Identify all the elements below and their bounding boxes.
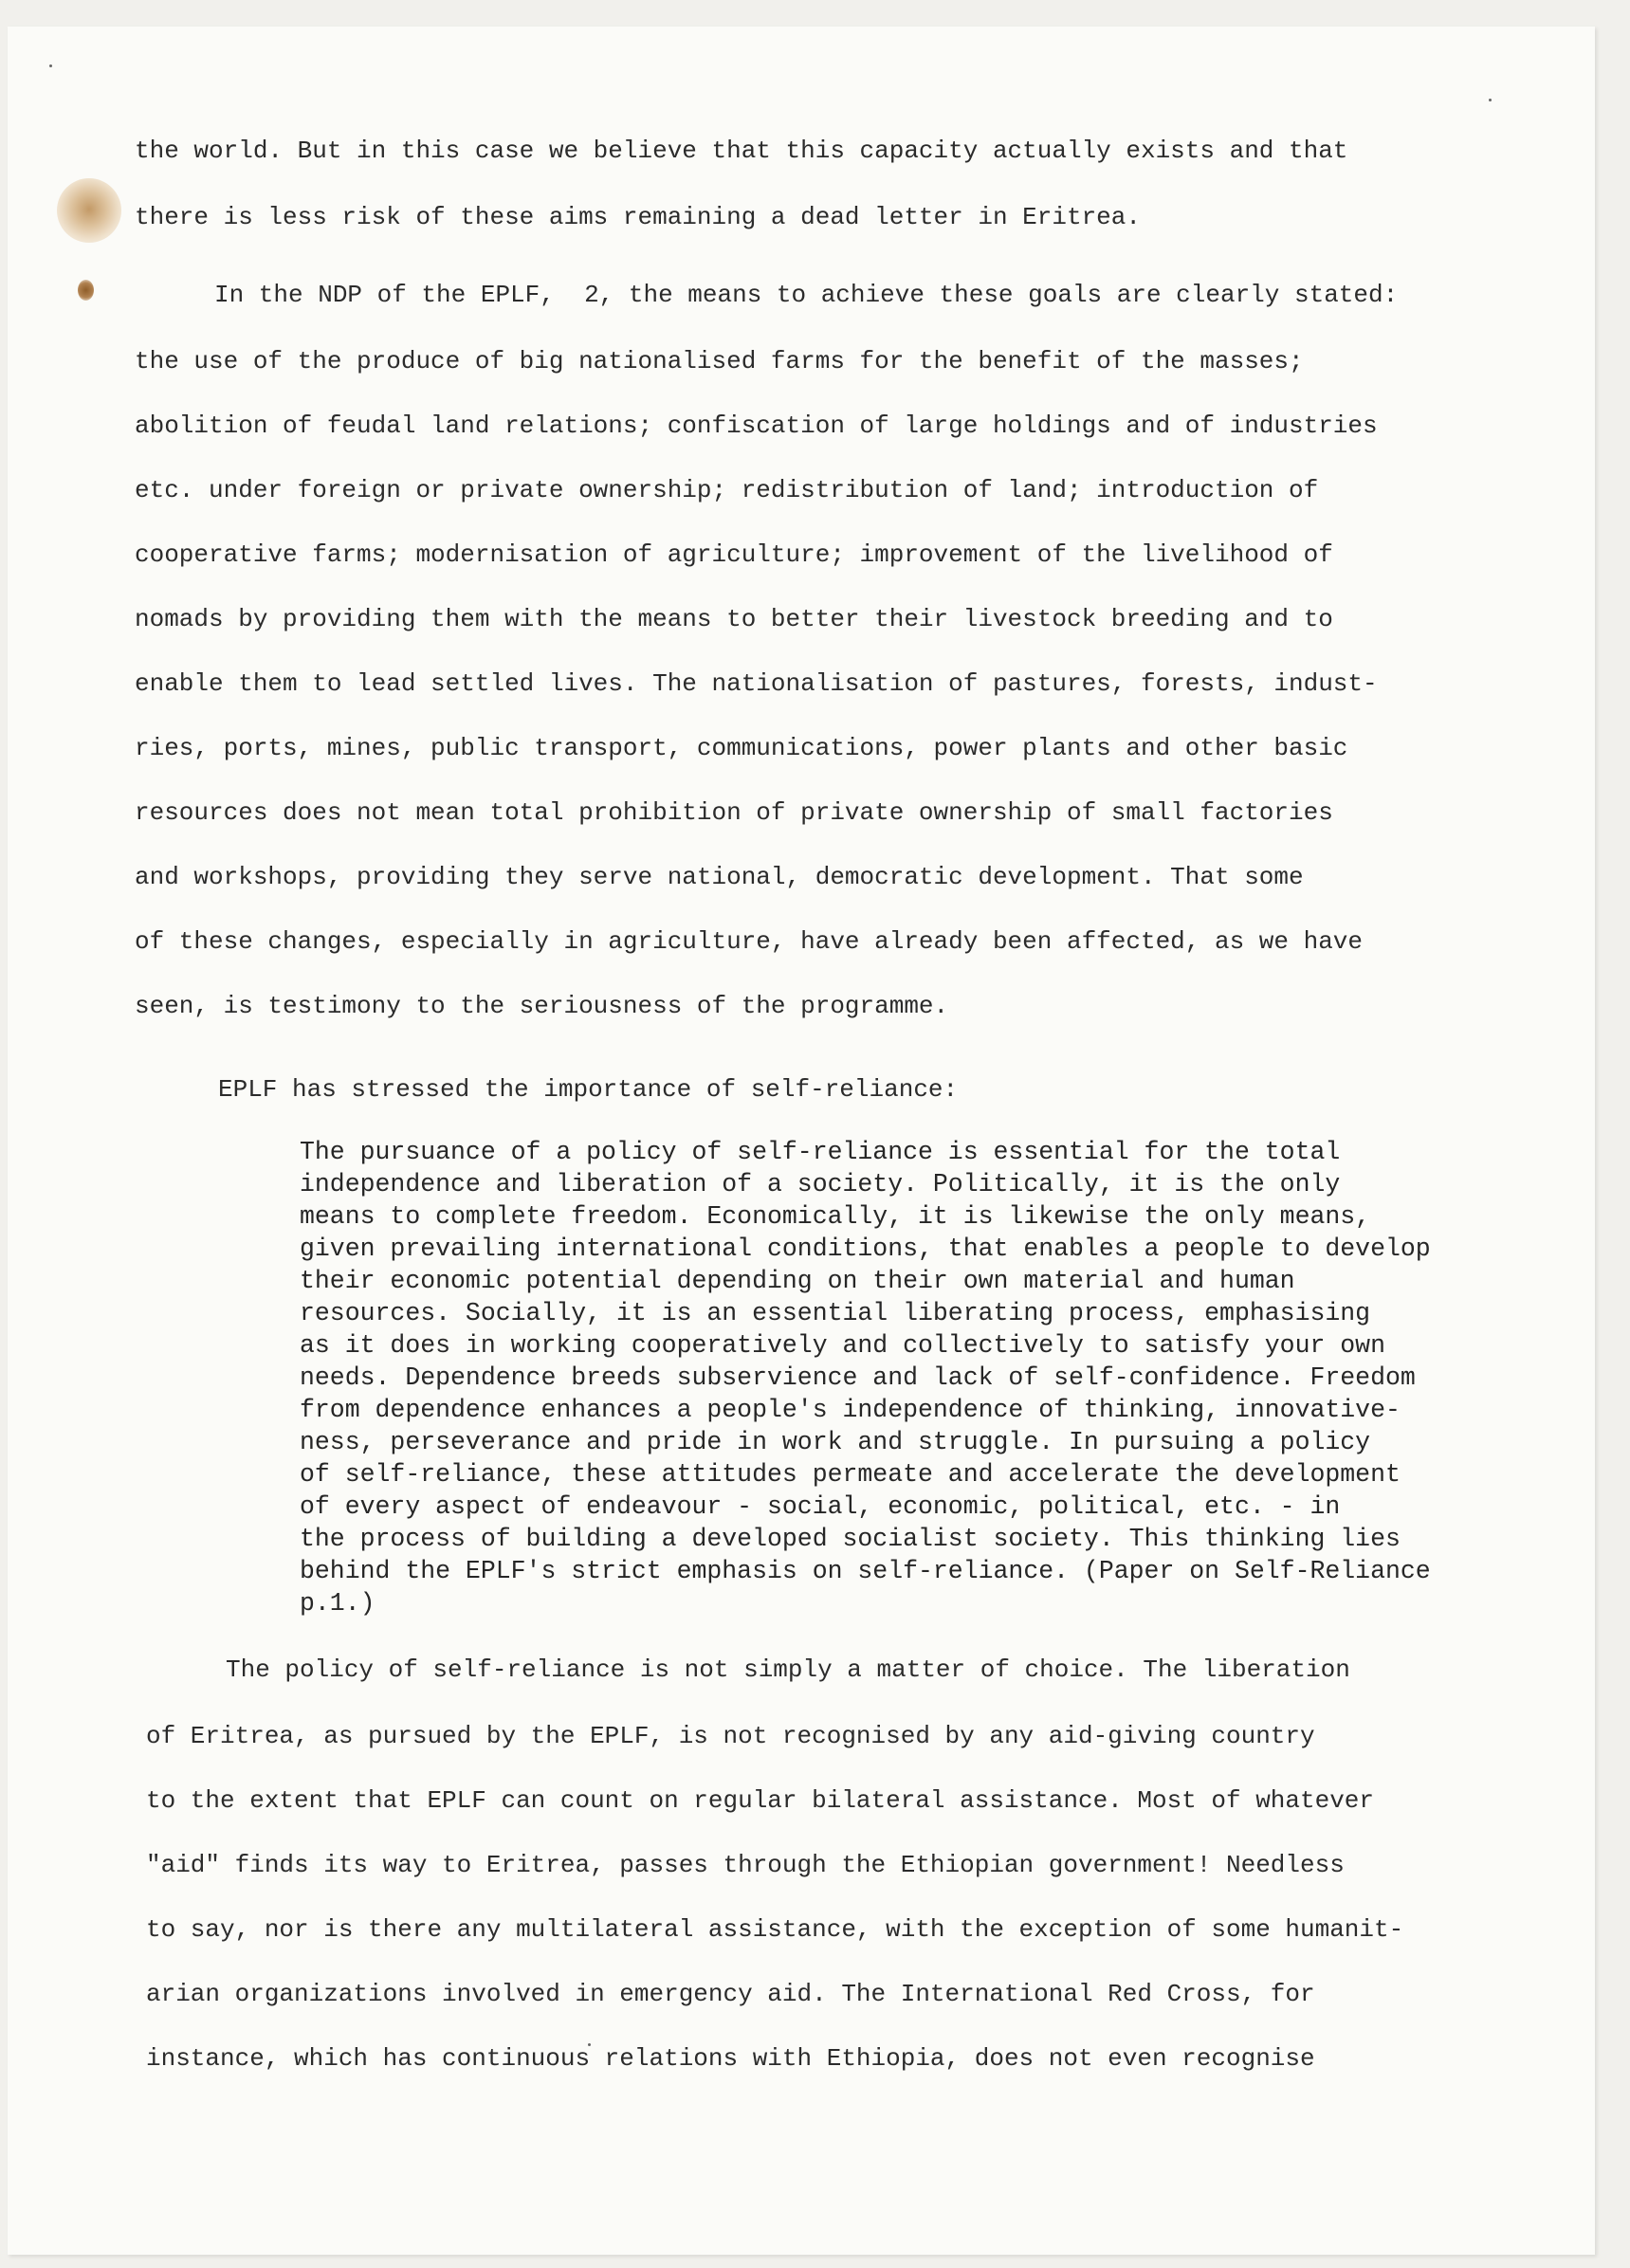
para3-line-4: "aid" finds its way to Eritrea, passes through the Ethiopian government! Needless (146, 1851, 1345, 1879)
quote-line-14: behind the EPLF's strict emphasis on self-reliance. (Paper on Self-Reliance (300, 1557, 1431, 1585)
para3-line-1: The policy of self-reliance is not simply a matter of choice. The liberation (226, 1655, 1350, 1684)
quote-line-8: needs. Dependence breeds subservience and lack of self-confidence. Freedom (300, 1363, 1416, 1392)
quote-line-1: The pursuance of a policy of self-reliance is essential for the total (300, 1138, 1341, 1166)
quote-line-3: means to complete freedom. Economically, it is likewise the only means, (300, 1202, 1371, 1231)
para1-line-1: the world. But in this case we believe that this capacity actually exists and that (135, 137, 1348, 165)
quote-line-15: p.1.) (300, 1589, 375, 1618)
para3-line-6: arian organizations involved in emergency aid. The International Red Cross, for (146, 1980, 1315, 2008)
para2-line-5: cooperative farms; modernisation of agriculture; improvement of the livelihood of (135, 540, 1333, 569)
para2-line-4: etc. under foreign or private ownership; redistribution of land; introduction of (135, 476, 1319, 504)
para3-line-5: to say, nor is there any multilateral assistance, with the exception of some humanit- (146, 1915, 1404, 1944)
quote-line-7: as it does in working cooperatively and collectively to satisfy your own (300, 1331, 1385, 1360)
paper-speck (1489, 99, 1492, 101)
quote-line-12: of every aspect of endeavour - social, economic, political, etc. - in (300, 1492, 1341, 1521)
para2-line-3: abolition of feudal land relations; confiscation of large holdings and of industries (135, 412, 1378, 440)
quote-line-9: from dependence enhances a people's independence of thinking, innovative- (300, 1396, 1401, 1424)
para2-line-10: and workshops, providing they serve national, democratic development. That some (135, 863, 1304, 891)
quote-line-5: their economic potential depending on their own material and human (300, 1267, 1295, 1295)
para2-line-1: In the NDP of the EPLF, 2, the means to achieve these goals are clearly stated: (214, 281, 1399, 309)
para2-line-12: seen, is testimony to the seriousness of the programme. (135, 992, 949, 1020)
para3-line-3: to the extent that EPLF can count on regular bilateral assistance. Most of whatever (146, 1786, 1375, 1815)
para2-line-2: the use of the produce of big nationalised farms for the benefit of the masses; (135, 347, 1304, 375)
para3-line-7: instance, which has continuous relations with Ethiopia, does not even recognise (146, 2044, 1315, 2073)
quote-line-2: independence and liberation of a society. Politically, it is the only (300, 1170, 1341, 1198)
quote-line-4: given prevailing international conditions, that enables a people to develop (300, 1235, 1431, 1263)
para3-line-2: of Eritrea, as pursued by the EPLF, is not recognised by any aid-giving country (146, 1722, 1315, 1750)
para2-line-7: enable them to lead settled lives. The nationalisation of pastures, forests, indust- (135, 669, 1378, 698)
coffee-stain (57, 178, 121, 243)
para1-line-2: there is less risk of these aims remaining a dead letter in Eritrea. (135, 203, 1141, 231)
para2-line-11: of these changes, especially in agriculture, have already been affected, as we have (135, 927, 1364, 956)
para2-line-9: resources does not mean total prohibition of private ownership of small factories (135, 798, 1333, 827)
quote-line-6: resources. Socially, it is an essential liberating process, emphasising (300, 1299, 1371, 1327)
quote-intro: EPLF has stressed the importance of self-reliance: (218, 1075, 959, 1104)
para2-line-6: nomads by providing them with the means to better their livestock breeding and to (135, 605, 1333, 633)
quote-line-11: of self-reliance, these attitudes permeate and accelerate the development (300, 1460, 1401, 1489)
paper-speck (49, 64, 52, 67)
quote-line-10: ness, perseverance and pride in work and struggle. In pursuing a policy (300, 1428, 1371, 1456)
ink-blot (78, 280, 94, 301)
para2-line-8: ries, ports, mines, public transport, communications, power plants and other basic (135, 734, 1348, 762)
quote-line-13: the process of building a developed socialist society. This thinking lies (300, 1525, 1401, 1553)
